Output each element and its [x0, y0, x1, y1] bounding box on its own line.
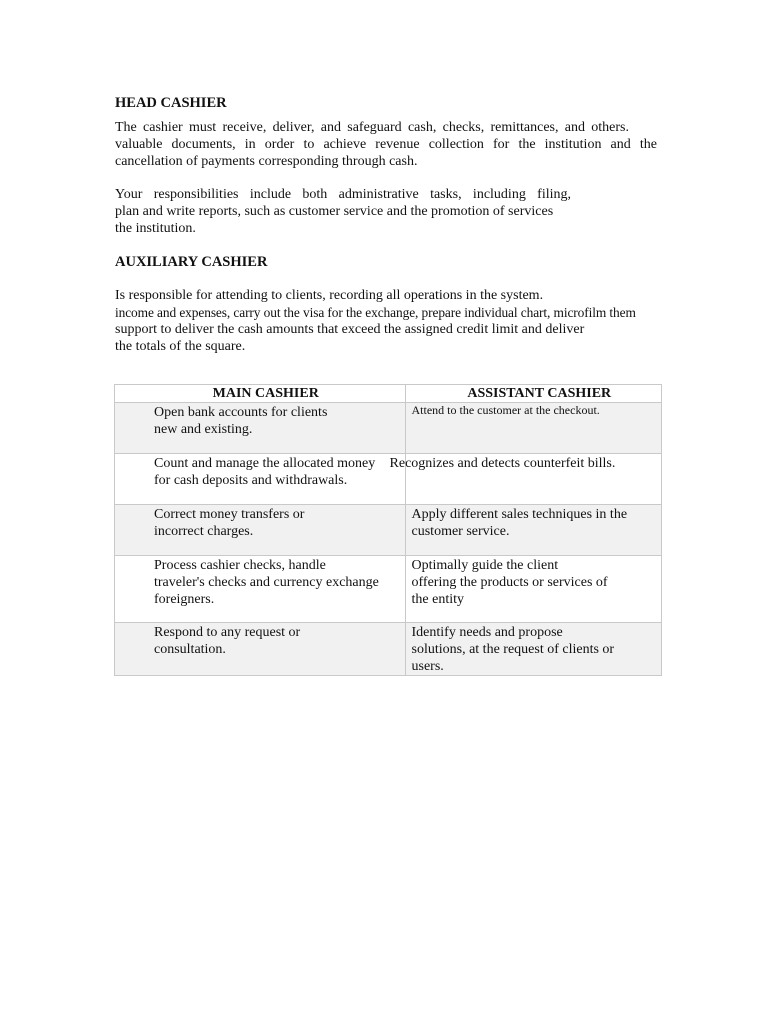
table-row — [115, 556, 662, 623]
cell-line: Apply different sales techniques in the — [411, 507, 628, 522]
assistant-cell — [405, 403, 661, 454]
head-cashier-para1-line1: The cashier must receive, deliver, and safeguard cash, checks, remittances, and others. — [115, 120, 629, 135]
cell-line: Respond to any request or — [154, 625, 301, 640]
table-row — [115, 403, 662, 454]
assistant-cell — [389, 454, 661, 505]
cashier-duties-table — [114, 384, 662, 676]
assistant-cashier-header: ASSISTANT CASHIER — [405, 385, 661, 403]
cell-line: Process cashier checks, handle — [154, 558, 326, 573]
table-row — [115, 505, 662, 556]
cell-line: users. — [411, 659, 444, 674]
main-cashier-header: MAIN CASHIER — [115, 385, 406, 403]
head-cashier-para2-line2: plan and write reports, such as customer service and the promotion of services — [115, 204, 554, 219]
cell-line: Count and manage the allocated money — [154, 456, 376, 471]
cell-line: Recognizes and detects counterfeit bills. — [389, 456, 616, 471]
main-cell — [115, 556, 406, 623]
cell-line: solutions, at the request of clients or — [411, 642, 615, 657]
auxiliary-para-line1: Is responsible for attending to clients, recording all operations in the system. — [115, 288, 544, 303]
main-cell — [115, 403, 406, 454]
cell-line: offering the products or services of — [411, 575, 608, 590]
main-cell — [115, 623, 406, 676]
head-cashier-para1-line3: cancellation of payments corresponding through cash. — [115, 154, 418, 169]
assistant-cell — [405, 623, 661, 676]
head-cashier-para2-line1: Your responsibilities include both administrative tasks, including filing, — [115, 187, 571, 202]
cell-line: for cash deposits and withdrawals. — [154, 473, 348, 488]
cell-line: Identify needs and propose — [411, 625, 563, 640]
head-cashier-para1-line2: valuable documents, in order to achieve revenue collection for the institution and the — [115, 137, 657, 152]
cell-line: the entity — [411, 592, 465, 607]
table-header-row — [115, 385, 662, 403]
cell-line: traveler's checks and currency exchange — [154, 575, 379, 590]
auxiliary-para-line3: support to deliver the cash amounts that exceed the assigned credit limit and deliver — [115, 322, 585, 337]
cell-line: Attend to the customer at the checkout. — [411, 403, 600, 417]
head-cashier-para2-line3: the institution. — [115, 221, 196, 236]
cell-line: foreigners. — [154, 592, 215, 607]
cell-line: consultation. — [154, 642, 226, 657]
cell-line: Open bank accounts for clients — [154, 405, 328, 420]
cell-line: customer service. — [411, 524, 510, 539]
auxiliary-para-line4: the totals of the square. — [115, 339, 246, 354]
main-cell — [115, 505, 406, 556]
head-cashier-heading: HEAD CASHIER — [115, 95, 227, 111]
main-cell — [115, 454, 406, 505]
auxiliary-para-line2: income and expenses, carry out the visa for the exchange, prepare individual chart, microfilm them — [115, 305, 636, 320]
cell-line: new and existing. — [154, 422, 253, 437]
auxiliary-cashier-heading: AUXILIARY CASHIER — [115, 254, 268, 270]
table-row — [115, 623, 662, 676]
table-row — [115, 454, 662, 505]
assistant-cell — [405, 556, 661, 623]
cell-line: Correct money transfers or — [154, 507, 305, 522]
cell-line: incorrect charges. — [154, 524, 254, 539]
cell-line: Optimally guide the client — [411, 558, 559, 573]
assistant-cell — [405, 505, 661, 556]
